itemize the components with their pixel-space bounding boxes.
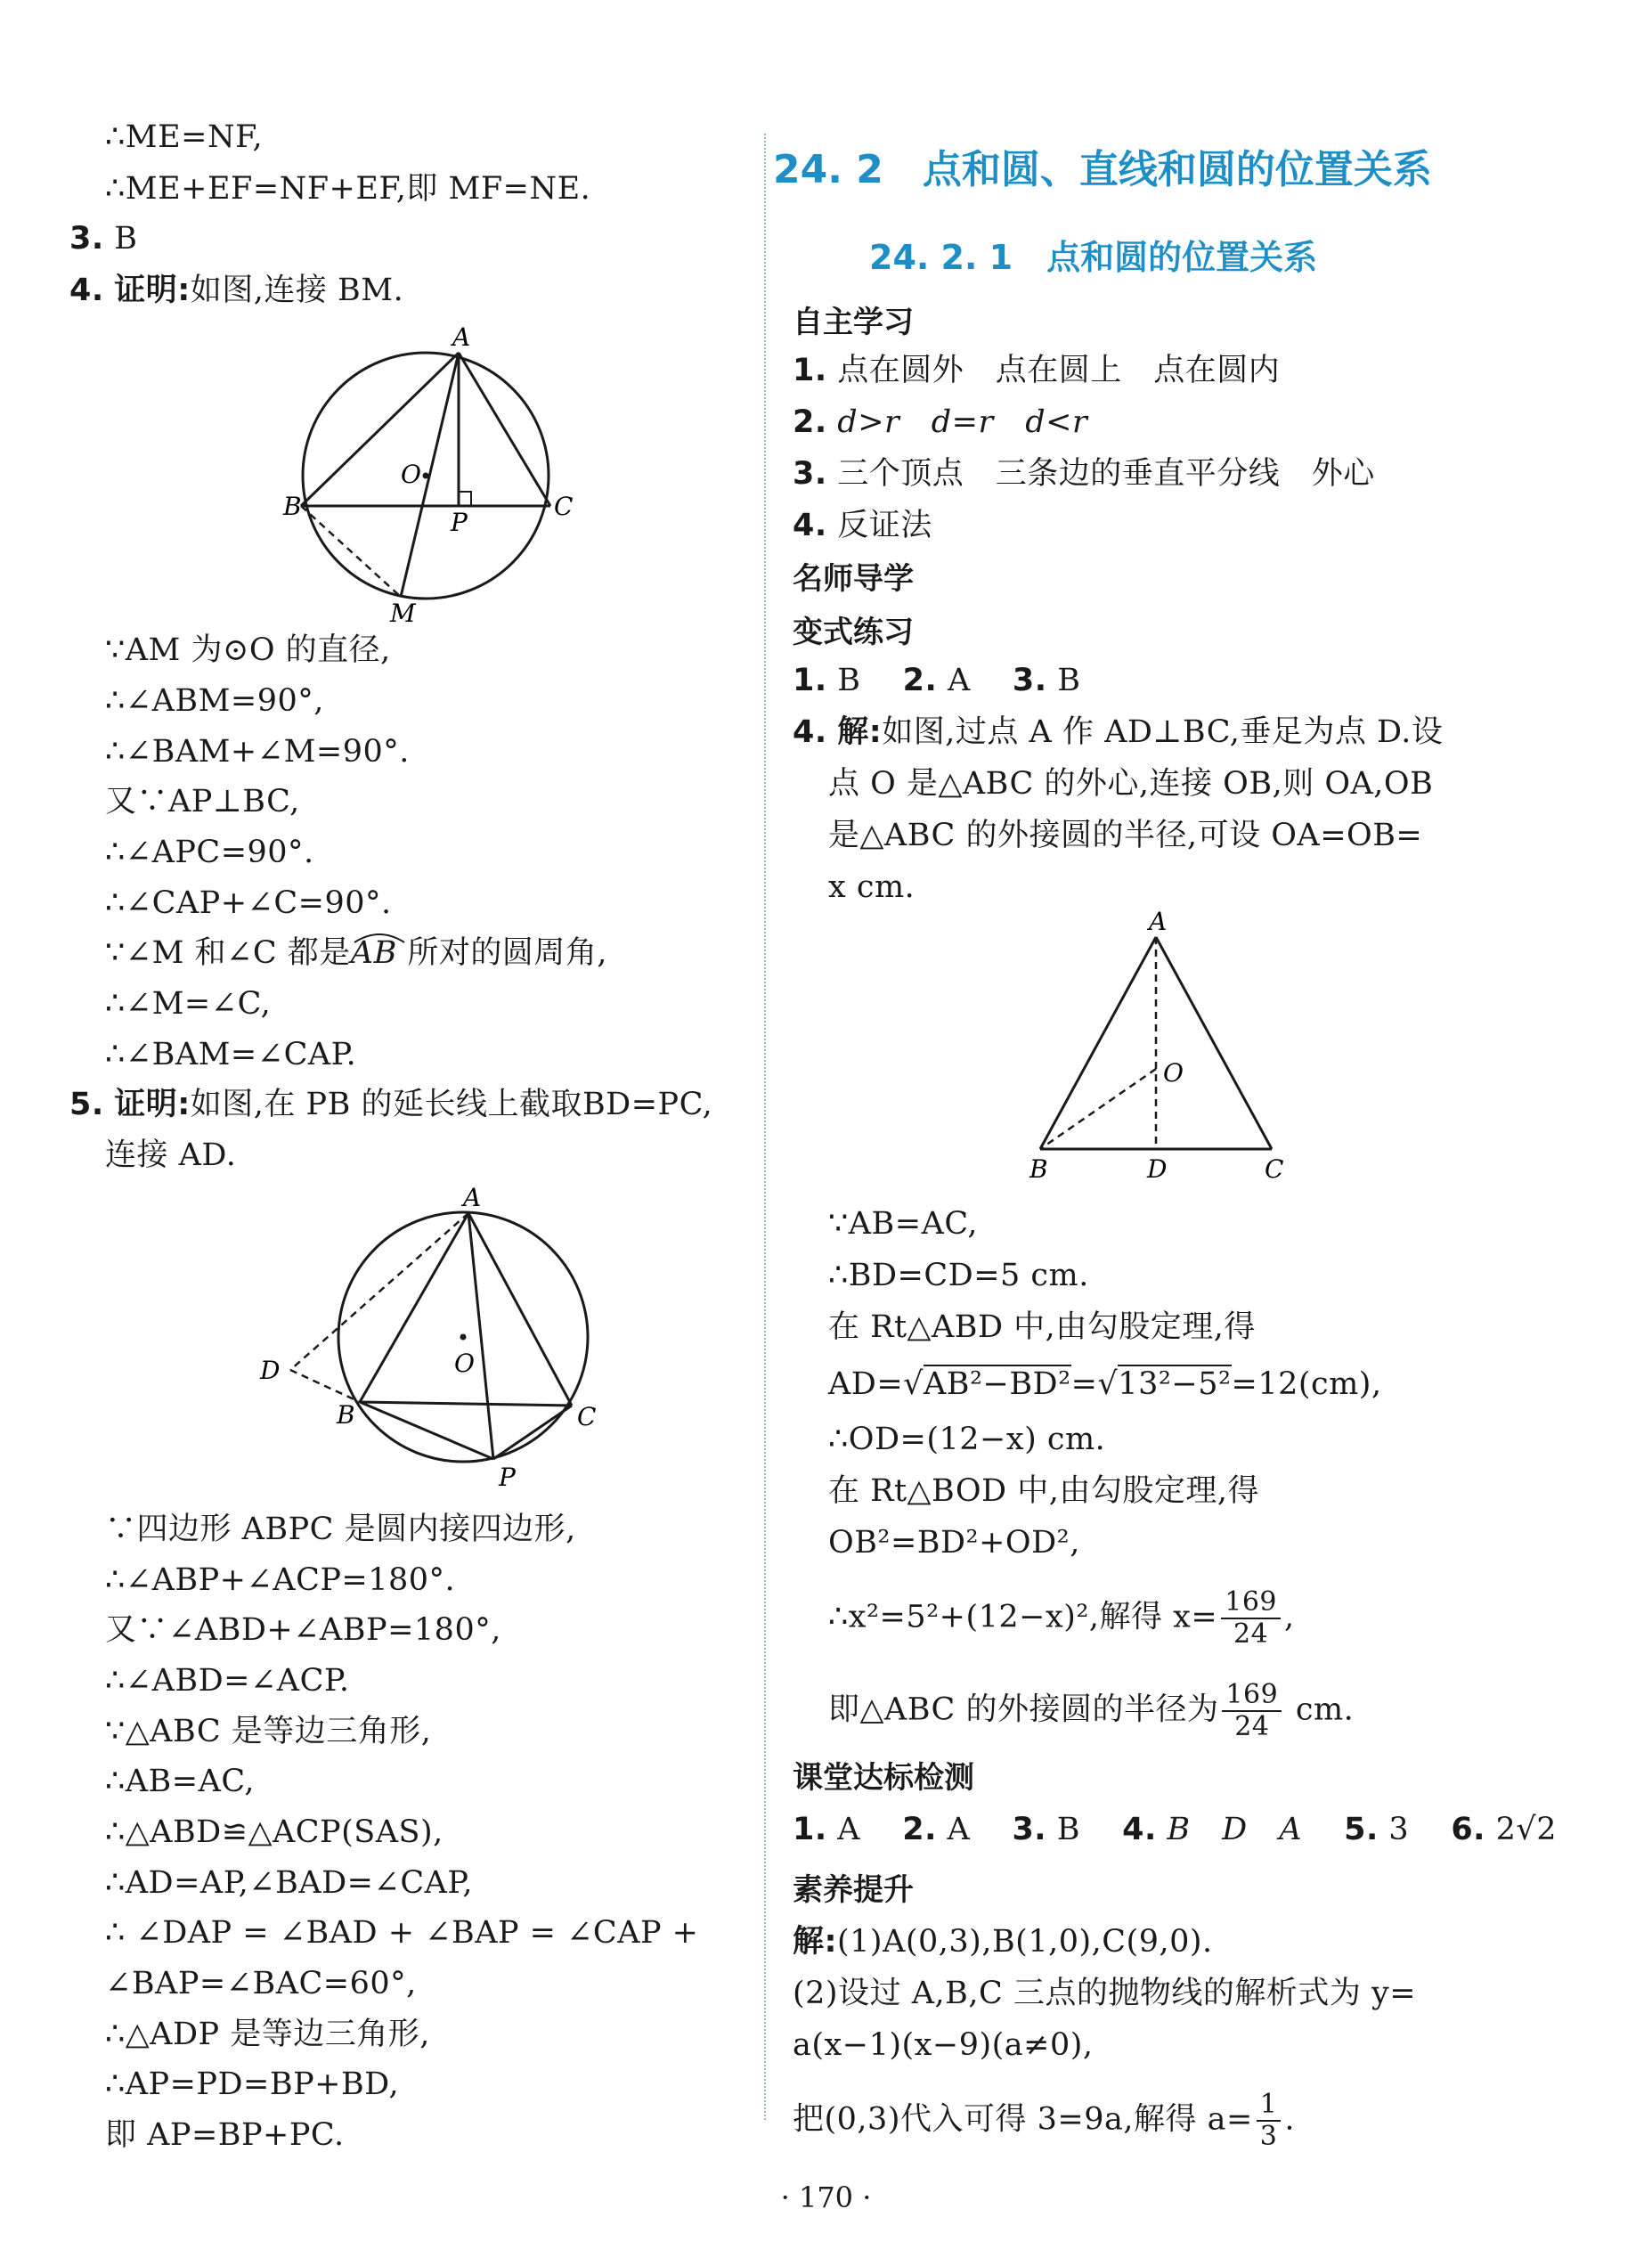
answer-text: B D A — [1167, 1812, 1302, 1847]
arc-label: AB — [350, 935, 397, 971]
section-title — [773, 137, 1432, 194]
label-d: D — [1147, 1154, 1168, 1184]
solution-line — [793, 1920, 1213, 1963]
label-p: P — [499, 1463, 516, 1492]
answer-text: A — [837, 1812, 861, 1847]
section-heading: 自主学习 — [793, 305, 914, 340]
solution-line-radius — [828, 1680, 1354, 1742]
answer-line — [793, 401, 1087, 444]
proof-text: 连接 AD. — [105, 1137, 237, 1173]
proof-line: 又∵∠ABD+∠ABP=180°, — [105, 1612, 501, 1648]
label-d: D — [260, 1356, 281, 1385]
proof-line: ∴AB=AC, — [105, 1764, 256, 1799]
item-number: 4. — [1122, 1812, 1157, 1847]
answer-line — [793, 504, 932, 547]
answer-text: B — [1057, 663, 1081, 698]
arc-ab — [351, 932, 397, 974]
answer-line — [793, 659, 1080, 702]
subsection-number: 24. 2. 1 — [869, 238, 1013, 277]
label-a: A — [1149, 907, 1168, 936]
proof-line — [105, 932, 607, 974]
label-o: O — [401, 460, 421, 489]
solution-line: 点 O 是△ABC 的外心,连接 OB,则 OA,OB — [828, 766, 1434, 802]
proof-line: ∵AM 为⊙O 的直径, — [105, 632, 391, 668]
circle-figure-2 — [240, 1181, 614, 1493]
section-heading: 变式练习 — [793, 615, 914, 650]
answer-text: A — [947, 663, 971, 698]
denominator: 3 — [1259, 2121, 1278, 2152]
solution-text: 如图,过点 A 作 AD⊥BC,垂足为点 D.设 — [882, 714, 1444, 750]
item-number: 3. — [793, 456, 827, 492]
center-point — [460, 1334, 467, 1341]
item-number: 5. — [1344, 1812, 1379, 1847]
solution-line: 是△ABC 的外接圆的半径,可设 OA=OB= — [828, 818, 1423, 853]
proof-text: 如图,连接 BM. — [190, 273, 404, 308]
a-equation: 把(0,3)代入可得 3=9a,解得 a= — [793, 2101, 1253, 2138]
answer-text: B — [837, 663, 861, 698]
solution-text: (1)A(0,3),B(1,0),C(9,0). — [837, 1924, 1213, 1960]
right-angle-mark — [459, 492, 471, 506]
page-number: · 170 · — [780, 2180, 872, 2214]
text-line: ∴ME+EF=NF+EF,即 MF=NE. — [105, 171, 591, 207]
solution-line — [793, 711, 1443, 754]
sqrt-symbol: √ — [1097, 1366, 1119, 1402]
fraction — [1222, 1680, 1282, 1742]
arc-line-pre: ∵∠M 和∠C 都是 — [105, 935, 351, 971]
solution-line: (2)设过 A,B,C 三点的抛物线的解析式为 y= — [793, 1976, 1417, 2011]
fraction — [1221, 1587, 1281, 1650]
answer-text: A — [947, 1812, 971, 1847]
unit: cm. — [1295, 1691, 1355, 1728]
item-number: 3. — [1012, 1812, 1047, 1847]
section-heading: 素养提升 — [793, 1872, 914, 1908]
ad-prefix: AD= — [828, 1366, 904, 1402]
label-c: C — [1265, 1154, 1284, 1184]
text-line: ∴ME=NF, — [105, 119, 264, 155]
sqrt-symbol: √ — [903, 1366, 924, 1402]
item-number: 3. — [69, 221, 104, 257]
answer-text: B — [1056, 1812, 1080, 1847]
answer-text: 点在圆外 点在圆上 点在圆内 — [837, 353, 1281, 388]
fraction — [1257, 2090, 1282, 2152]
proof-line: ∴∠ABM=90°, — [105, 683, 324, 719]
radius-text: 即△ABC 的外接圆的半径为 — [828, 1691, 1219, 1728]
proof-text: 如图,在 PB 的延长线上截取BD=PC, — [190, 1087, 713, 1122]
label-b: B — [1029, 1154, 1048, 1184]
column-divider — [764, 134, 766, 2120]
item-number: 5. — [69, 1087, 104, 1122]
x-suffix: , — [1284, 1599, 1295, 1635]
proof-line: 即 AP=BP+PC. — [105, 2117, 345, 2153]
proof-line: ∴AP=PD=BP+BD, — [105, 2066, 400, 2102]
x-equation: ∴x²=5²+(12−x)²,解得 x= — [828, 1599, 1218, 1635]
proof-line: ∴△ADP 是等边三角形, — [105, 2017, 430, 2052]
radicand: AB²−BD² — [923, 1366, 1071, 1402]
segment-bc — [360, 1402, 572, 1406]
label-m: M — [390, 599, 416, 628]
proof-label: 证明: — [114, 273, 191, 308]
proof-line: ∴ ∠DAP = ∠BAD + ∠BAP = ∠CAP + — [105, 1915, 699, 1951]
label-b: B — [337, 1400, 355, 1430]
segment-ad-dashed — [290, 1213, 468, 1370]
solution-line: OB²=BD²+OD², — [828, 1525, 1080, 1561]
solution-line: ∴OD=(12−x) cm. — [828, 1422, 1106, 1457]
label-p: P — [451, 508, 468, 537]
proof-line: ∴∠BAM+∠M=90°. — [105, 734, 410, 770]
segment-ab — [301, 353, 459, 506]
proof-line: ∴∠APC=90°. — [105, 835, 314, 870]
proof-line: ∴∠ABP+∠ACP=180°. — [105, 1562, 456, 1598]
section-number: 24. 2 — [773, 147, 883, 192]
item-number: 2. — [902, 1812, 937, 1847]
item-number: 2. — [902, 663, 938, 698]
answer-line — [793, 1808, 1557, 1851]
answer-text: d>r d=r d<r — [837, 404, 1088, 440]
solution-label: 解: — [837, 714, 883, 750]
proof-line: 又∵AP⊥BC, — [105, 784, 300, 819]
denominator: 24 — [1234, 1711, 1270, 1742]
answer-item-5 — [69, 1083, 712, 1126]
subsection-title-text: 点和圆的位置关系 — [1046, 238, 1318, 277]
section-title-text: 点和圆、直线和圆的位置关系 — [922, 147, 1432, 192]
proof-line: ∵△ABC 是等边三角形, — [105, 1714, 432, 1749]
proof-label: 证明: — [114, 1087, 191, 1122]
segment-bm-dashed — [301, 506, 401, 597]
proof-line: ∴△ABD≌△ACP(SAS), — [105, 1814, 444, 1850]
answer-text: 3 — [1388, 1812, 1410, 1847]
answer-item-3 — [69, 217, 138, 260]
segment-ab — [360, 1213, 468, 1402]
equals: = — [1070, 1366, 1098, 1402]
solution-line-a — [793, 2090, 1295, 2152]
radicand: 13²−5² — [1118, 1366, 1232, 1402]
solution-line: a(x−1)(x−9)(a≠0), — [793, 2027, 1094, 2063]
segment-ac — [459, 353, 550, 506]
center-point — [423, 473, 429, 479]
label-c: C — [577, 1402, 597, 1431]
solution-line: 在 Rt△BOD 中,由勾股定理,得 — [828, 1473, 1259, 1509]
answer-line — [793, 349, 1280, 392]
denominator: 24 — [1233, 1618, 1269, 1650]
numerator: 169 — [1222, 1680, 1282, 1712]
a-suffix: . — [1284, 2101, 1296, 2138]
item-number: 1. — [793, 353, 827, 388]
label-o: O — [1163, 1058, 1184, 1088]
label-a: A — [452, 322, 471, 352]
solution-line-ad — [828, 1363, 1382, 1406]
arc-symbol — [351, 930, 408, 944]
item-number: 4. — [69, 273, 104, 308]
answer-text: 2√2 — [1495, 1812, 1557, 1847]
item-number: 2. — [793, 404, 827, 440]
proof-line: ∴∠CAP+∠C=90°. — [105, 885, 392, 921]
subsection-title — [869, 230, 1317, 279]
segment-ac — [1156, 937, 1272, 1149]
section-heading: 课堂达标检测 — [793, 1760, 974, 1796]
proof-line: ∴∠ABD=∠ACP. — [105, 1663, 350, 1699]
proof-line: ∠BAP=∠BAC=60°, — [105, 1966, 417, 2001]
solution-label: 解: — [793, 1924, 837, 1960]
proof-line: ∴AD=AP,∠BAD=∠CAP, — [105, 1865, 473, 1901]
label-c: C — [554, 492, 574, 521]
ad-suffix: =12(cm), — [1231, 1366, 1382, 1402]
section-heading: 名师导学 — [793, 561, 914, 597]
solution-line: ∵AB=AC, — [828, 1206, 979, 1242]
numerator: 1 — [1257, 2090, 1282, 2122]
answer-text: B — [114, 221, 138, 257]
solution-line: ∴BD=CD=5 cm. — [828, 1258, 1089, 1293]
solution-line: x cm. — [828, 869, 916, 905]
arc-line-post: 所对的圆周角, — [396, 935, 608, 971]
item-number: 6. — [1451, 1812, 1485, 1847]
triangle-figure — [1013, 907, 1307, 1186]
answer-text: 反证法 — [837, 508, 932, 543]
numerator: 169 — [1221, 1587, 1281, 1619]
item-number: 3. — [1012, 663, 1047, 698]
segment-ab — [1040, 937, 1156, 1149]
circle-figure-1 — [267, 317, 574, 629]
item-number: 1. — [793, 663, 827, 698]
segment-cp — [493, 1406, 572, 1459]
label-a: A — [463, 1183, 482, 1212]
item-number: 1. — [793, 1812, 827, 1847]
solution-line-x — [828, 1587, 1295, 1650]
item-number: 4. — [793, 508, 827, 543]
answer-text: 三个顶点 三条边的垂直平分线 外心 — [837, 456, 1375, 492]
label-o: O — [454, 1349, 475, 1378]
label-b: B — [283, 492, 302, 521]
proof-line: ∴∠M=∠C, — [105, 986, 272, 1022]
answer-item-4 — [69, 269, 403, 312]
proof-line: ∵四边形 ABPC 是圆内接四边形, — [105, 1512, 576, 1547]
proof-line: ∴∠BAM=∠CAP. — [105, 1037, 357, 1072]
answer-line — [793, 452, 1375, 495]
solution-line: 在 Rt△ABD 中,由勾股定理,得 — [828, 1309, 1256, 1345]
item-number: 4. — [793, 714, 827, 750]
segment-ob-dashed — [1040, 1069, 1156, 1149]
